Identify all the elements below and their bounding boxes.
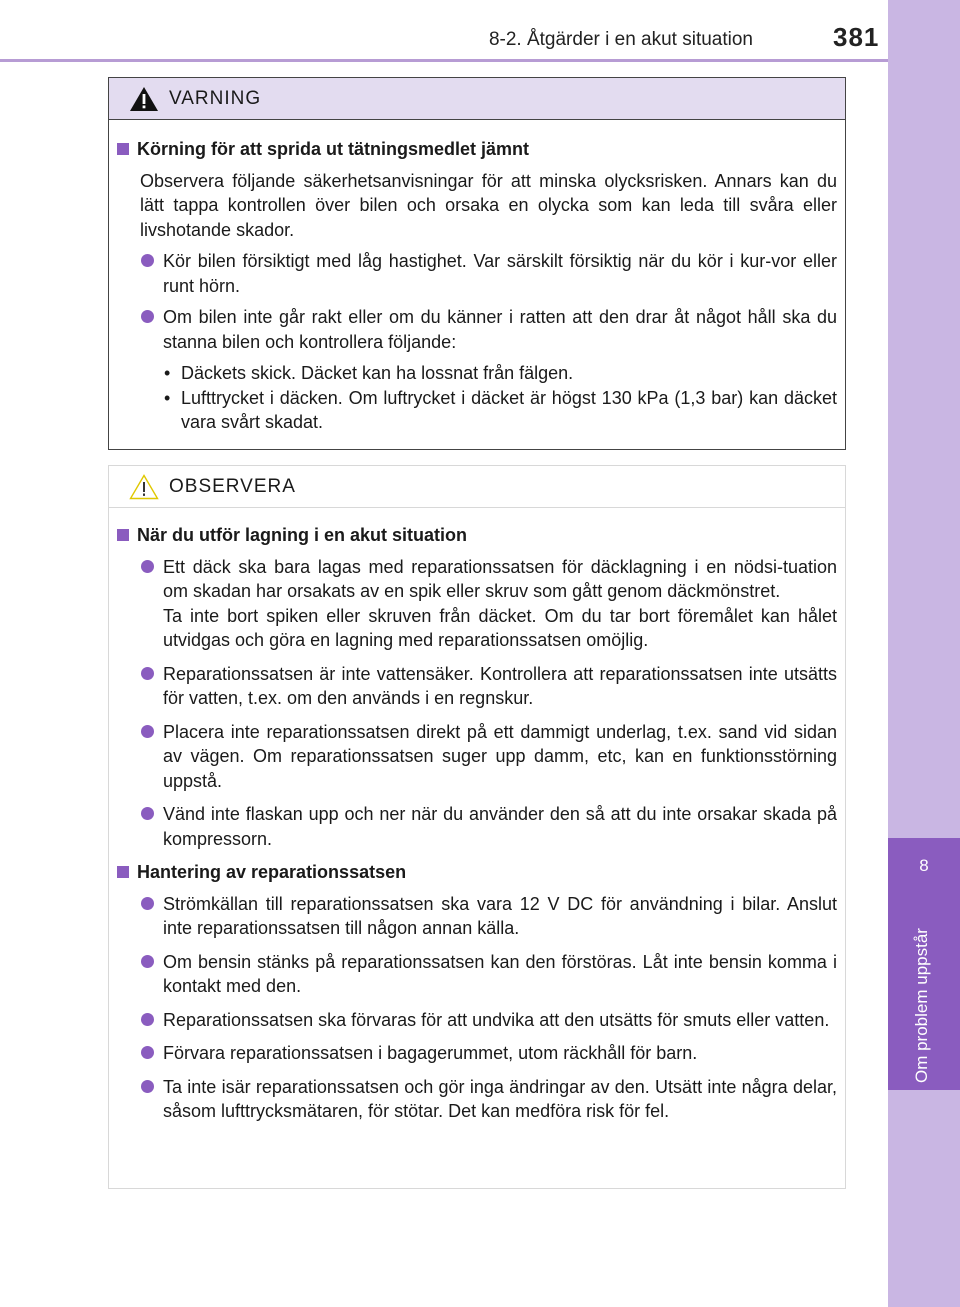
section-title: 8-2. Åtgärder i en akut situation [488, 29, 753, 50]
chapter-label: Om problem uppstår [912, 928, 931, 1083]
notice-content [109, 523, 845, 1124]
notice-bullet: Förvara reparationssatsen i bagagerummet, utom räckhåll för barn. [117, 1041, 837, 1066]
warning-triangle-icon [129, 86, 159, 112]
notice-box [108, 465, 846, 1189]
warning-sub-item: • Däckets skick. Däcket kan ha lossnat från fälgen. [117, 361, 837, 386]
warning-bullet: Om bilen inte går rakt eller om du känner i ratten att den drar åt något håll ska du stanna bilen och kontrollera följande: [117, 305, 837, 354]
page-number: 381 [833, 22, 880, 52]
notice-bullet: Reparationssatsen är inte vattensäker. Kontrollera att reparationssatsen inte utsätts för vatten, t.ex. om den används i en regnskur. [117, 662, 837, 711]
warning-bullet: Kör bilen försiktigt med låg hastighet. Var särskilt försiktig när du kör i kur-vor eller runt hörn. [117, 249, 837, 298]
notice-bullet: Ett däck ska bara lagas med reparationssatsen för däcklagning i en nödsi-tuation om skadan har orsakats av en spik eller skruv som gått genom däckmönstret. [117, 555, 837, 604]
notice-bullet: Vänd inte flaskan upp och ner när du använder den så att du inte orsakar skada på kompressorn. [117, 802, 837, 851]
notice-heading: Hantering av reparationssatsen [117, 860, 837, 885]
warning-content [109, 137, 845, 435]
notice-bullet: Reparationssatsen ska förvaras för att undvika att den utsätts för smuts eller vatten. [117, 1008, 837, 1033]
warning-header [109, 78, 845, 120]
header-rule [0, 59, 888, 62]
notice-heading: När du utför lagning i en akut situation [117, 523, 837, 548]
notice-bullet: Strömkällan till reparationssatsen ska vara 12 V DC för användning i bilar. Anslut inte reparationssatsen till någon annan källa. [117, 892, 837, 941]
warning-box [108, 77, 846, 450]
chapter-tab[interactable] [888, 838, 960, 1090]
notice-header [109, 466, 845, 508]
side-tab [888, 0, 960, 1307]
warning-triangle-outline-icon [129, 474, 159, 500]
warning-intro: Observera följande säkerhetsanvisningar för att minska olycksrisken. Annars kan du lätt tappa kontrollen över bilen och orsaka en olycka som kan leda till svåra eller livshotande skador. [140, 170, 837, 240]
notice-bullet: Placera inte reparationssatsen direkt på ett dammigt underlag, t.ex. sand vid sidan av vägen. Om reparationssatsen suger upp damm, etc, kan en funktionsstörning uppstå. [117, 720, 837, 794]
notice-bullet-continuation: Ta inte bort spiken eller skruven från däcket. Om du tar bort föremålet kan hålet utvidgas och göra en lagning med reparationssatsen omöjlig. [163, 605, 837, 650]
warning-sub-item: • Lufttrycket i däcken. Om luftrycket i däcket är högst 130 kPa (1,3 bar) kan däcket vara svårt skadat. [117, 386, 837, 435]
notice-bullet: Ta inte isär reparationssatsen och gör inga ändringar av den. Utsätt inte några delar, såsom lufttrycksmätaren, för stötar. Det kan medföra risk för fel. [117, 1075, 837, 1124]
notice-label: OBSERVERA [169, 476, 296, 497]
warning-label: VARNING [169, 88, 262, 109]
notice-bullet: Om bensin stänks på reparationssatsen kan den förstöras. Låt inte bensin komma i kontakt med den. [117, 950, 837, 999]
warning-heading: Körning för att sprida ut tätningsmedlet jämnt [117, 137, 837, 162]
chapter-number: 8 [919, 856, 929, 875]
